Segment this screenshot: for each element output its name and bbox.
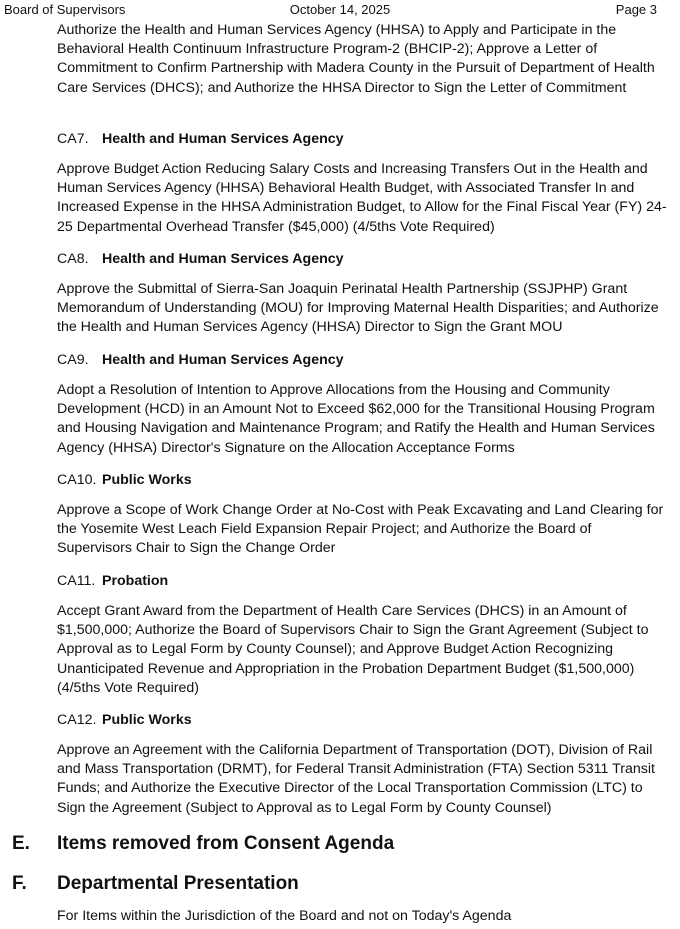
section-heading-f bbox=[12, 872, 299, 896]
intro-paragraph: Authorize the Health and Human Services Agency (HHSA) to Apply and Participate in the Behavioral Health Continuum Infrastructure Program-2 (BHCIP-2); Approve a Letter of Commitment to Confirm Partnership with Madera County in the Pursuit of Department of Health Care Services (DHCS); and Authorize the HHSA Director to Sign the Letter of Commitment bbox=[57, 22, 655, 96]
agenda-item-title: Health and Human Services Agency bbox=[102, 131, 344, 147]
header-date: October 14, 2025 bbox=[289, 2, 391, 17]
agenda-item-text: Approve an Agreement with the California Department of Transportation (DOT), Division of Rail and Mass Transportation (DRMT), for Federal Transit Administration (FTA) Section 5311 Transit Funds; and Authorize the Executive Director of the Local Transportation Commission (LTC) to Sign the Agreement (Subject to Approval as to Legal Form by County Counsel) bbox=[57, 742, 655, 816]
agenda-item-number: CA8. bbox=[57, 251, 89, 267]
agenda-item-number: CA12. bbox=[57, 712, 97, 728]
section-f-note: For Items within the Jurisdiction of the Board and not on Today's Agenda bbox=[57, 908, 512, 924]
agenda-item-number: CA9. bbox=[57, 352, 89, 368]
agenda-item-text: Adopt a Resolution of Intention to Approve Allocations from the Housing and Community Development (HCD) in an Amount Not to Exceed $62,000 for the Transitional Housing Program and Housing Navigation and Maintenance Program; and Ratify the Health and Human Services Agency (HHSA) Director's Signature on the Allocation Acceptance Forms bbox=[57, 382, 655, 456]
agenda-item-heading bbox=[57, 130, 344, 149]
header-page-number: Page 3 bbox=[615, 2, 657, 17]
agenda-item-text: Approve Budget Action Reducing Salary Costs and Increasing Transfers Out in the Health and Human Services Agency (HHSA) Behavioral Health Budget, with Associated Transfer In and Increased Expense in the HHSA Administration Budget, to Allow for the Final Fiscal Year (FY) 24-25 Departmental Overhead Transfer ($45,000) (4/5ths Vote Required) bbox=[57, 161, 667, 235]
agenda-item-heading bbox=[57, 572, 168, 591]
section-title: Departmental Presentation bbox=[57, 873, 299, 894]
section-title: Items removed from Consent Agenda bbox=[57, 833, 395, 854]
agenda-item-title: Health and Human Services Agency bbox=[102, 352, 344, 368]
agenda-item-number: CA7. bbox=[57, 131, 89, 147]
header-board-name: Board of Supervisors bbox=[4, 2, 126, 17]
section-letter: F. bbox=[12, 873, 27, 894]
agenda-item-number: CA10. bbox=[57, 472, 97, 488]
section-letter: E. bbox=[12, 833, 30, 854]
agenda-item-title: Probation bbox=[102, 573, 169, 589]
section-heading-e bbox=[12, 832, 394, 856]
agenda-item-text: Approve the Submittal of Sierra-San Joaquin Perinatal Health Partnership (SSJPHP) Grant Memorandum of Understanding (MOU) for Improving Maternal Health Disparities; and Authorize the Health and Human Services Agency (HHSA) Director to Sign the Grant MOU bbox=[57, 281, 659, 336]
agenda-item-heading bbox=[57, 351, 344, 370]
agenda-item-title: Public Works bbox=[102, 472, 192, 488]
agenda-item-heading bbox=[57, 471, 192, 490]
agenda-item-number: CA11. bbox=[57, 573, 96, 589]
agenda-item-title: Health and Human Services Agency bbox=[102, 251, 344, 267]
agenda-item-title: Public Works bbox=[102, 712, 192, 728]
agenda-item-heading bbox=[57, 711, 192, 730]
agenda-item-text: Accept Grant Award from the Department of Health Care Services (DHCS) in an Amount of $1,500,000; Authorize the Board of Supervisors Chair to Sign the Grant Agreement (Subject to Approval as to Legal Form by County Counsel); and Approve Budget Action Recognizing Unanticipated Revenue and Appropriation in the Probation Department Budget ($1,500,000) (4/5ths Vote Required) bbox=[57, 603, 649, 696]
agenda-item-heading bbox=[57, 250, 344, 269]
agenda-item-text: Approve a Scope of Work Change Order at No-Cost with Peak Excavating and Land Clearing for the Yosemite West Leach Field Expansion Repair Project; and Authorize the Board of Supervisors Chair to Sign the Change Order bbox=[57, 502, 664, 557]
